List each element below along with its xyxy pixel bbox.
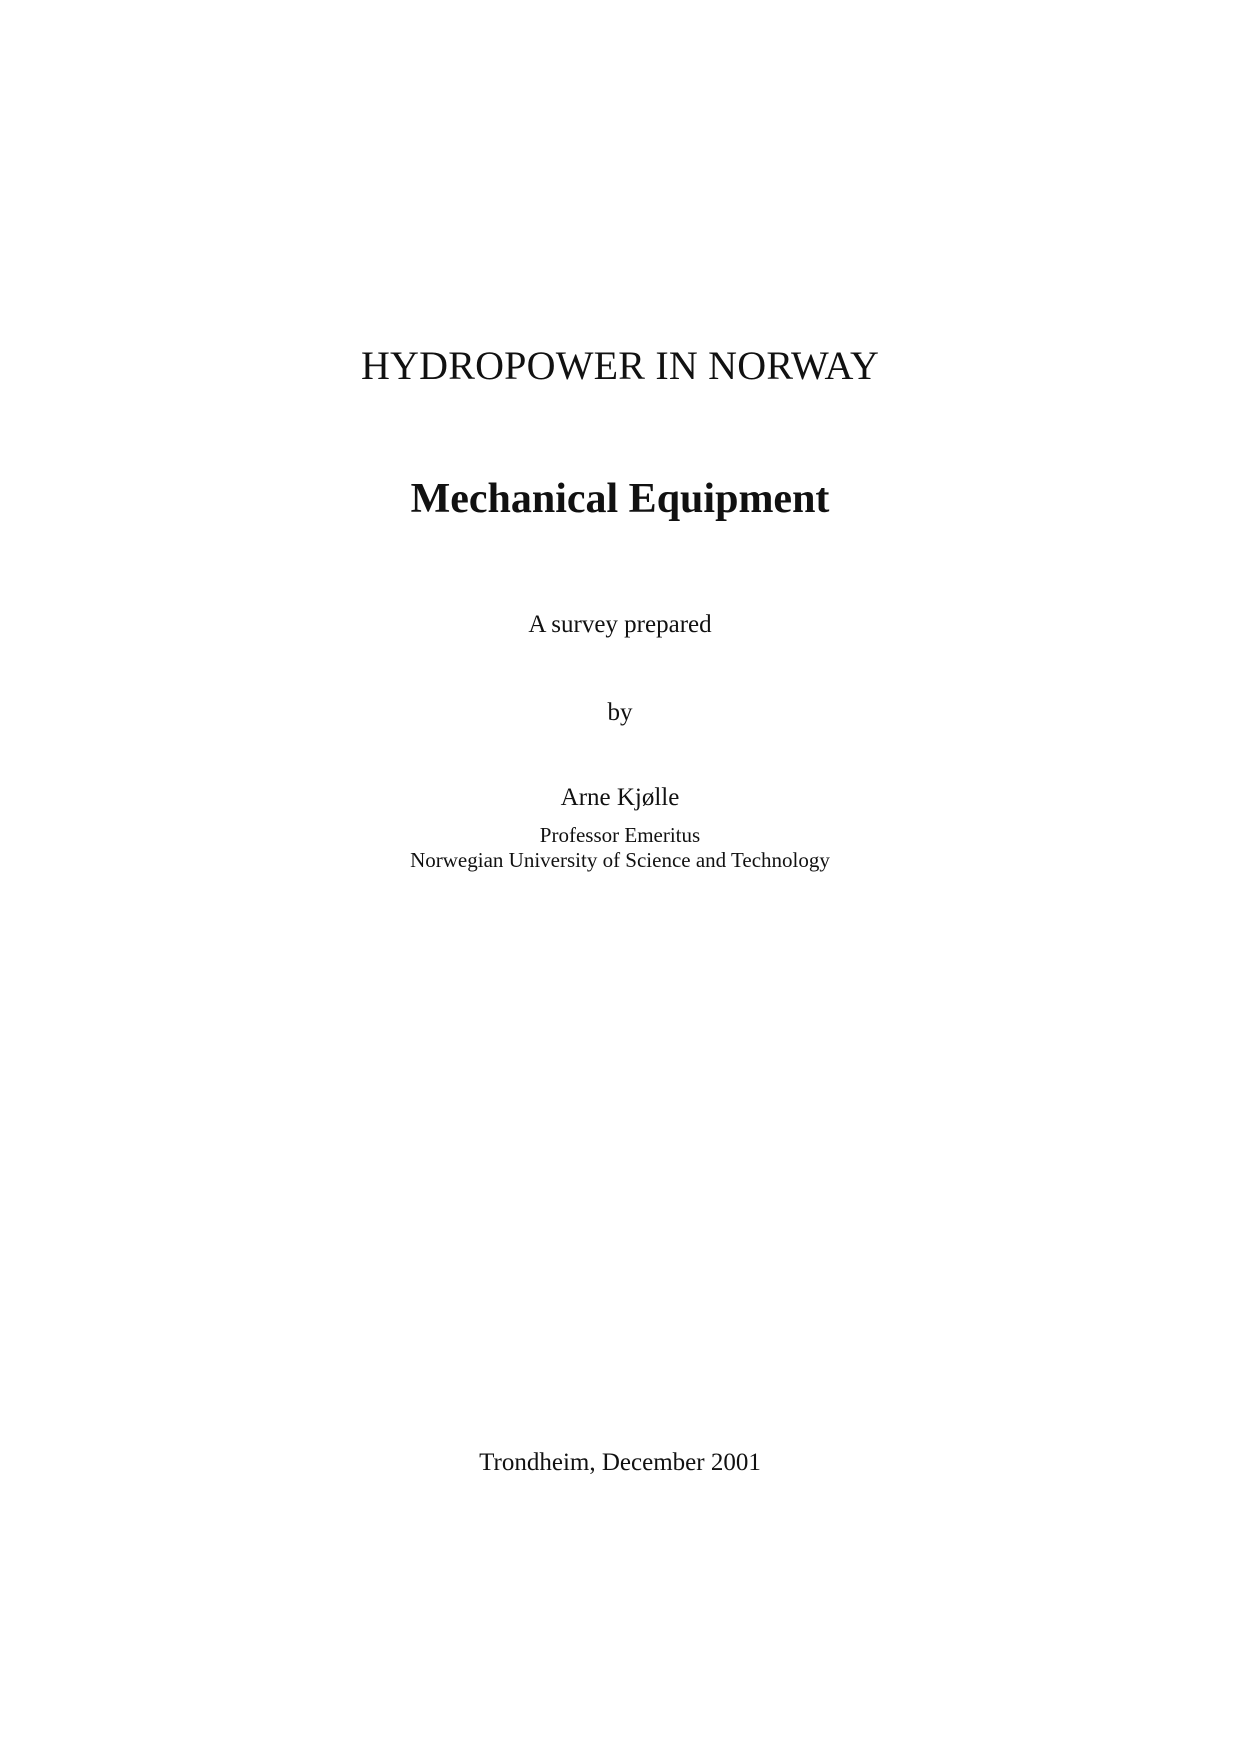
author-name: Arne Kjølle — [560, 784, 680, 811]
document-title: HYDROPOWER IN NORWAY — [360, 343, 880, 388]
prepared-line: A survey prepared — [528, 611, 712, 638]
place-date: Trondheim, December 2001 — [479, 1449, 761, 1476]
author-affiliation: Norwegian University of Science and Technology — [410, 848, 830, 872]
document-subtitle: Mechanical Equipment — [410, 476, 830, 522]
author-position: Professor Emeritus — [539, 823, 701, 847]
by-line: by — [607, 699, 633, 726]
